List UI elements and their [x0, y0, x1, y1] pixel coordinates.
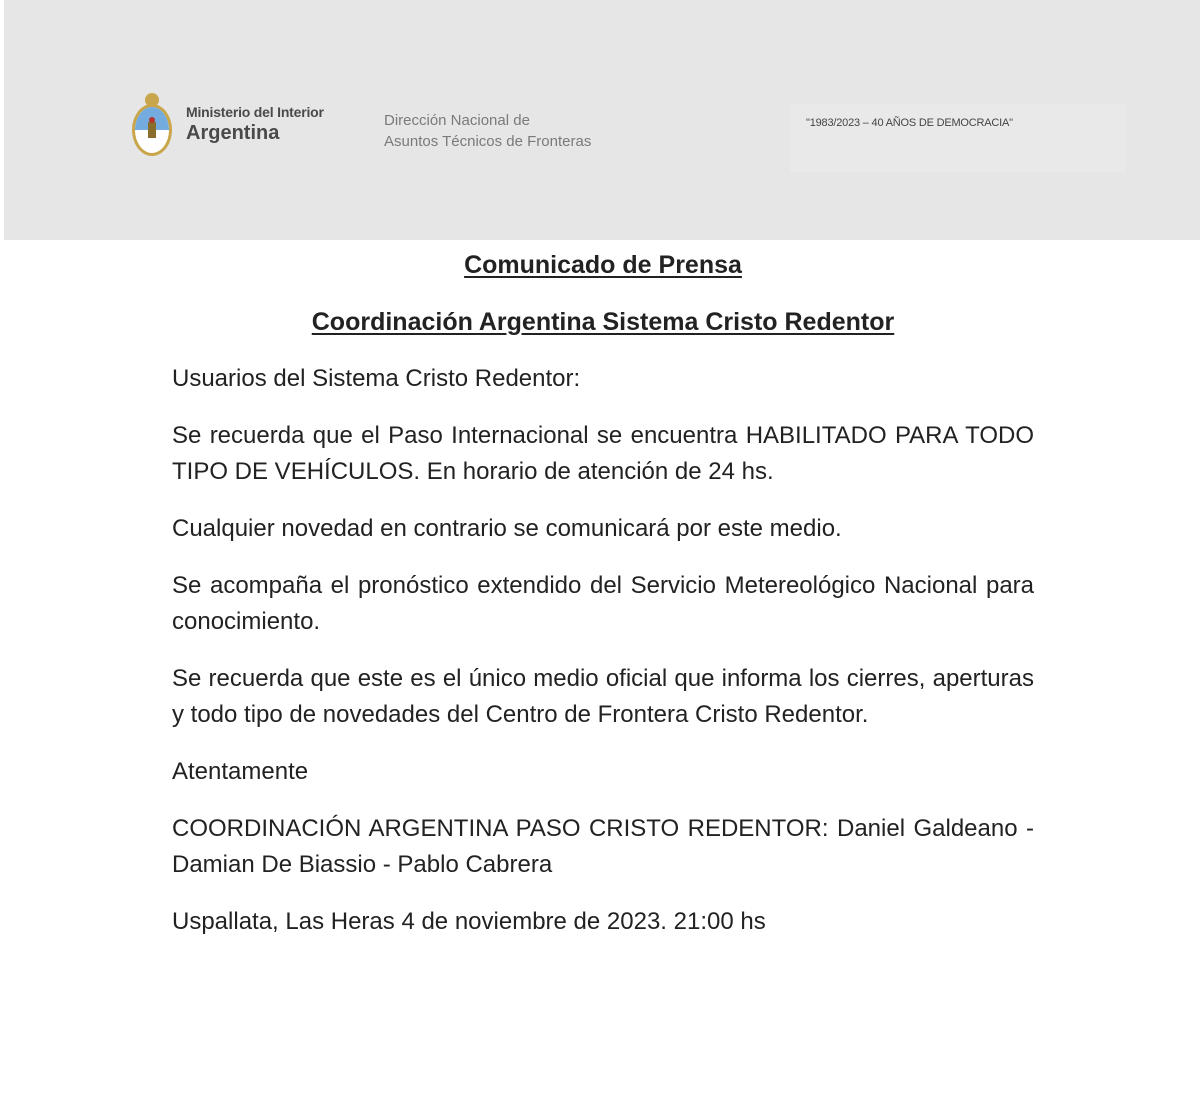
signature: COORDINACIÓN ARGENTINA PASO CRISTO REDENTOR: Daniel Galdeano - Damian De Biassio - Pablo Cabrera — [172, 815, 1034, 878]
argentina-coat-of-arms-icon — [128, 88, 176, 160]
democracy-motto: "1983/2023 – 40 AÑOS DE DEMOCRACIA" — [806, 117, 1013, 129]
document-subtitle: Coordinación Argentina Sistema Cristo Redentor — [311, 308, 895, 336]
paragraph-status: Se recuerda que el Paso Internacional se encuentra HABILITADO PARA TODO TIPO DE VEHÍCULOS. En horario de atención de 24 hs. — [172, 422, 1034, 485]
pike-icon — [148, 122, 156, 138]
ministry-name-line2: Argentina — [186, 121, 280, 144]
press-release-body — [172, 248, 1034, 940]
ministry-name-line1: Ministerio del Interior — [186, 103, 324, 120]
motto-box — [790, 104, 1126, 172]
phrygian-cap-icon — [149, 117, 155, 123]
closing: Atentamente — [172, 758, 309, 785]
paragraph-updates: Cualquier novedad en contrario se comunicará por este medio. — [172, 515, 842, 542]
ministry-logo — [128, 88, 324, 160]
ministry-name — [186, 104, 324, 145]
direction-line1: Dirección Nacional de — [384, 112, 530, 129]
direction-name — [384, 110, 591, 152]
direction-line2: Asuntos Técnicos de Fronteras — [384, 133, 592, 150]
document-title: Comunicado de Prensa — [464, 251, 742, 279]
paragraph-official-channel: Se recuerda que este es el único medio oficial que informa los cierres, aperturas y todo tipo de novedades del Centro de Frontera Cristo Redentor. — [172, 665, 1034, 728]
place-date: Uspallata, Las Heras 4 de noviembre de 2023. 21:00 hs — [172, 908, 766, 935]
paragraph-forecast: Se acompaña el pronóstico extendido del Servicio Metereológico Nacional para conocimiento. — [172, 572, 1034, 635]
greeting: Usuarios del Sistema Cristo Redentor: — [172, 365, 581, 392]
